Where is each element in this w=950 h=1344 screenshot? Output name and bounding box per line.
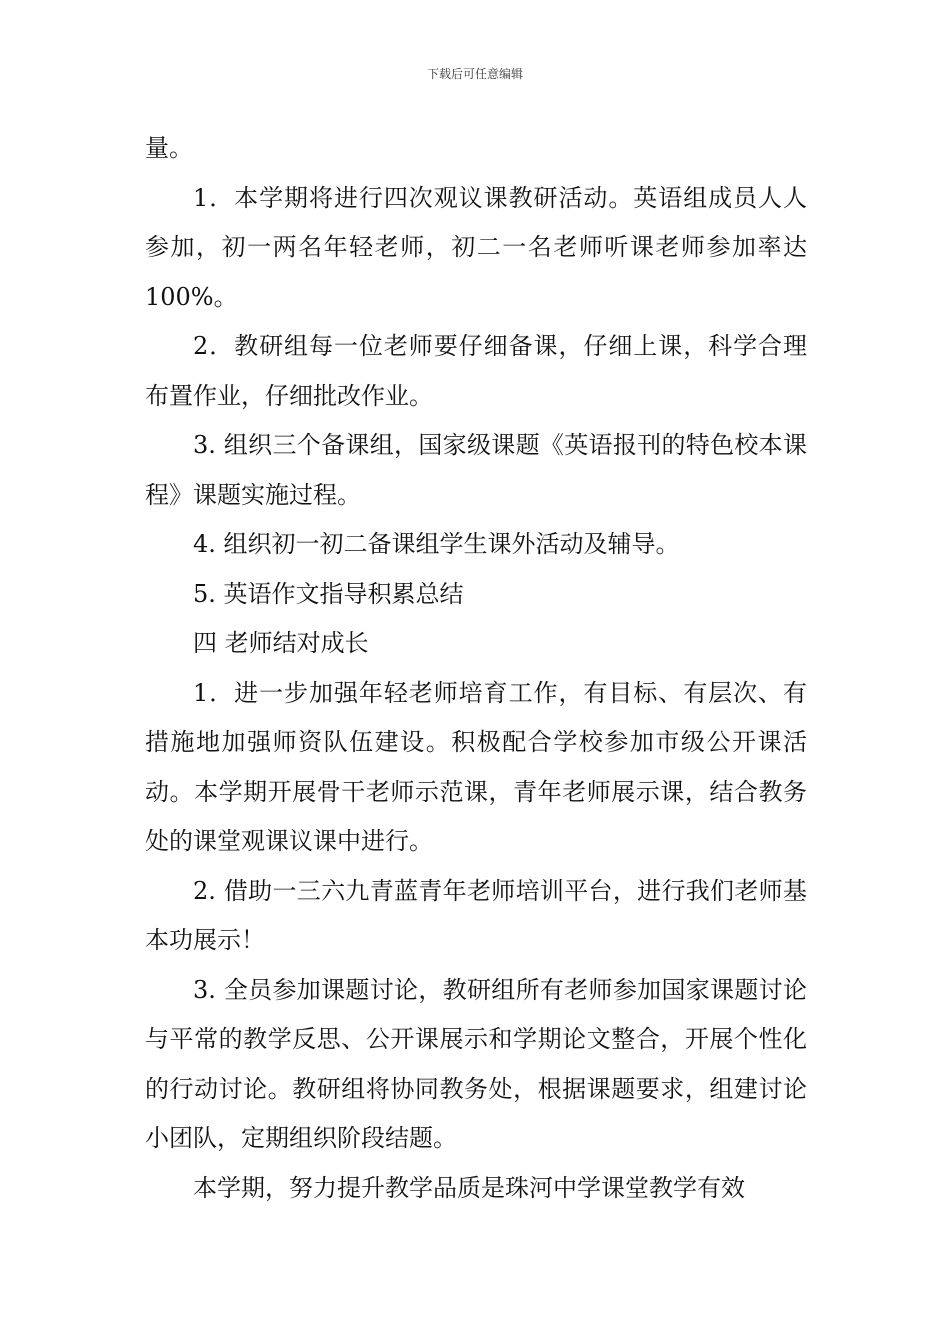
paragraph-section4-item-3: 3. 全员参加课题讨论，教研组所有老师参加国家课题讨论与平常的教学反思、公开课展示和学期论文整合，开展个性化的行动讨论。教研组将协同教务处，根据课题要求，组建讨论小团队，定期组织阶段结题。: [145, 975, 807, 1152]
paragraph-item-2: 2．教研组每一位老师要仔细备课，仔细上课，科学合理布置作业，仔细批改作业。: [145, 332, 807, 410]
paragraph-item-4: 4. 组织初一初二备课组学生课外活动及辅导。: [193, 530, 680, 558]
paragraph-closing: 本学期，努力提升教学品质是珠河中学课堂教学有效: [193, 1173, 745, 1202]
page-header-note: 下载后可任意编辑: [426, 67, 523, 81]
paragraph-section4-item-2: 2. 借助一三六九青蓝青年老师培训平台，进行我们老师基本功展示！: [145, 876, 807, 954]
paragraph-continuation: 量。: [145, 134, 193, 162]
paragraph-item-3: 3. 组织三个备课组，国家级课题《英语报刊的特色校本课程》课题实施过程。: [145, 431, 807, 509]
document-body: [145, 124, 807, 1213]
paragraph-section4-item-1: 1．进一步加强年轻老师培育工作，有目标、有层次、有措施地加强师资队伍建设。积极配合学校参加市级公开课活动。本学期开展骨干老师示范课，青年老师展示课，结合教务处的课堂观课议课中进行。: [145, 678, 807, 855]
section-heading-four: 四 老师结对成长: [193, 629, 369, 657]
paragraph-item-5: 5. 英语作文指导积累总结: [193, 579, 464, 608]
paragraph-item-1: 1．本学期将进行四次观议课教研活动。英语组成员人人参加，初一两名年轻老师，初二一名老师听课老师参加率达100%。: [145, 183, 807, 311]
